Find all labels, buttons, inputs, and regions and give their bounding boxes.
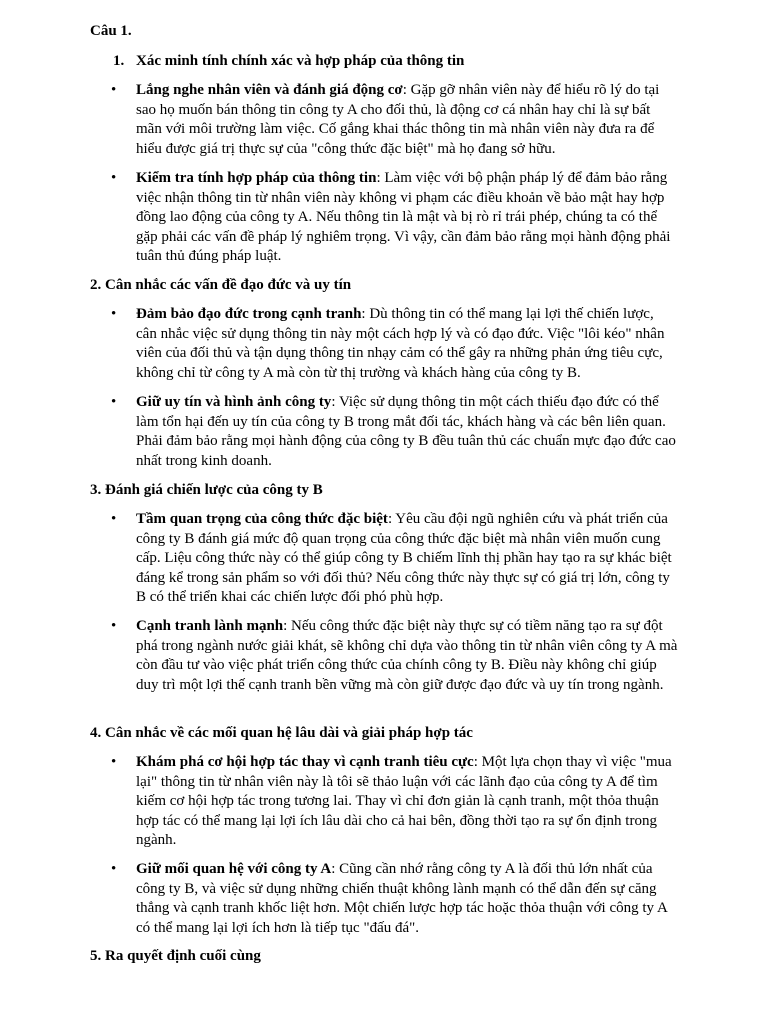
section-4-bullet-2 — [136, 860, 678, 938]
section-4-heading — [90, 724, 473, 744]
bullet-text: : Dù thông tin có thể mang lại lợi thế chiến lược, cân nhắc việc sử dụng thông tin này một cách hợp lý và có đạo đức. Việc "lôi kéo" nhân viên của đối thủ và tận dụng thông tin nhạy cảm có thể gây ra những phản ứng tiêu cực, không chỉ từ công ty A mà còn từ thị trường và khách hàng của công ty B. — [136, 306, 665, 381]
section-1-title: Xác minh tính chính xác và hợp pháp của thông tin — [136, 53, 465, 69]
section-1-bullet-2 — [136, 169, 678, 267]
bullet-lead: Giữ uy tín và hình ảnh công ty — [136, 394, 332, 410]
section-4-number: 4. — [90, 725, 102, 741]
question-title: Câu 1. — [90, 23, 132, 39]
section-4-title: Cân nhắc về các mối quan hệ lâu dài và giải pháp hợp tác — [105, 725, 473, 741]
bullet-text: : Làm việc với bộ phận pháp lý để đảm bảo rằng việc nhận thông tin từ nhân viên này không vi phạm các điều khoản về bảo mật hay hợp đồng lao động của công ty A. Nếu thông tin là mật và bị rò rỉ trái phép, chúng ta có thể gặp phải các vấn đề pháp lý nghiêm trọng. Vì vậy, cần đảm bảo rằng mọi hành động phải tuân thủ đúng pháp luật. — [136, 170, 671, 265]
bullet-text: : Nếu công thức đặc biệt này thực sự có tiềm năng tạo ra sự đột phá trong ngành nước giải khát, sẽ không chỉ dựa vào thông tin từ nhân viên công ty A mà còn đầu tư vào việc phát triển công thức của chính công ty B. Điều này không chỉ giúp duy trì một lợi thế cạnh tranh bền vững mà còn giữ được đạo đức và uy tín trong ngành. — [136, 618, 678, 693]
section-1-bullet-1 — [136, 81, 678, 159]
section-2-heading — [90, 276, 351, 296]
section-2-bullet-2 — [136, 393, 678, 471]
section-5-title: Ra quyết định cuối cùng — [105, 948, 261, 964]
section-2-number: 2. — [90, 277, 102, 293]
section-2-title: Cân nhắc các vấn đề đạo đức và uy tín — [105, 277, 352, 293]
bullet-text: : Việc sử dụng thông tin một cách thiếu đạo đức có thể làm tổn hại đến uy tín của công ty B trong mắt đối tác, khách hàng và các bên liên quan. Phải đảm bảo rằng mọi hành động của công ty B đều tuân thủ các chuẩn mực đạo đức cao nhất trong kinh doanh. — [136, 394, 676, 469]
section-3-title: Đánh giá chiến lược của công ty B — [105, 482, 323, 498]
bullet-lead: Lắng nghe nhân viên và đánh giá động cơ — [136, 82, 403, 98]
bullet-text: : Yêu cầu đội ngũ nghiên cứu và phát triển của công ty B đánh giá mức độ quan trọng của công thức đặc biệt mà nhân viên muốn cung cấp. Liệu công thức này có thể giúp công ty B chiếm lĩnh thị phần hay tạo ra sự khác biệt đáng kể trong sản phẩm so với đối thủ? Nếu công thức này thực sự có giá trị lớn, công ty B có thể triển khai các chiến lược đối phó phù hợp. — [136, 511, 672, 606]
bullet-text: : Một lựa chọn thay vì việc "mua lại" thông tin từ nhân viên này là tôi sẽ thảo luận với các lãnh đạo của công ty A để tìm kiếm cơ hội hợp tác trong tương lai. Thay vì chỉ đơn giản là cạnh tranh, một thỏa thuận hợp tác có thể mang lại lợi ích lâu dài cho cả hai bên, đồng thời tạo ra sự ổn định trong ngành. — [136, 754, 672, 849]
bullet-lead: Đảm bảo đạo đức trong cạnh tranh — [136, 306, 362, 322]
section-1-heading — [113, 52, 464, 72]
section-3-bullet-1 — [136, 510, 678, 608]
section-3-number: 3. — [90, 482, 102, 498]
section-2-bullet-1 — [136, 305, 678, 383]
bullet-text: : Gặp gỡ nhân viên này để hiểu rõ lý do tại sao họ muốn bán thông tin công ty A cho đối thủ, là động cơ cá nhân hay chỉ là sự bất mãn với môi trường làm việc. Cố gắng khai thác thông tin mà nhân viên này đưa ra để hiểu được giá trị thực sự của "công thức đặc biệt" mà họ đang sở hữu. — [136, 82, 660, 157]
section-3-bullet-2 — [136, 617, 678, 695]
section-4-bullet-1 — [136, 753, 678, 851]
bullet-lead: Giữ mối quan hệ với công ty A — [136, 861, 332, 877]
bullet-lead: Khám phá cơ hội hợp tác thay vì cạnh tranh tiêu cực — [136, 754, 474, 770]
bullet-lead: Cạnh tranh lành mạnh — [136, 618, 284, 634]
section-3-heading — [90, 481, 323, 501]
section-5-number: 5. — [90, 948, 102, 964]
bullet-text: : Cũng cần nhớ rằng công ty A là đối thủ lớn nhất của công ty B, và việc sử dụng những chiến thuật không lành mạnh có thể dẫn đến sự căng thẳng và cạnh tranh khốc liệt hơn. Một chiến lược hợp tác hoặc thỏa thuận với công ty A có thể mang lại lợi ích hơn là tiếp tục "đấu đá". — [136, 861, 667, 936]
bullet-lead: Tầm quan trọng của công thức đặc biệt — [136, 511, 388, 527]
section-1-number: 1. — [113, 53, 125, 69]
bullet-lead: Kiểm tra tính hợp pháp của thông tin — [136, 170, 377, 186]
section-5-heading — [90, 947, 261, 967]
